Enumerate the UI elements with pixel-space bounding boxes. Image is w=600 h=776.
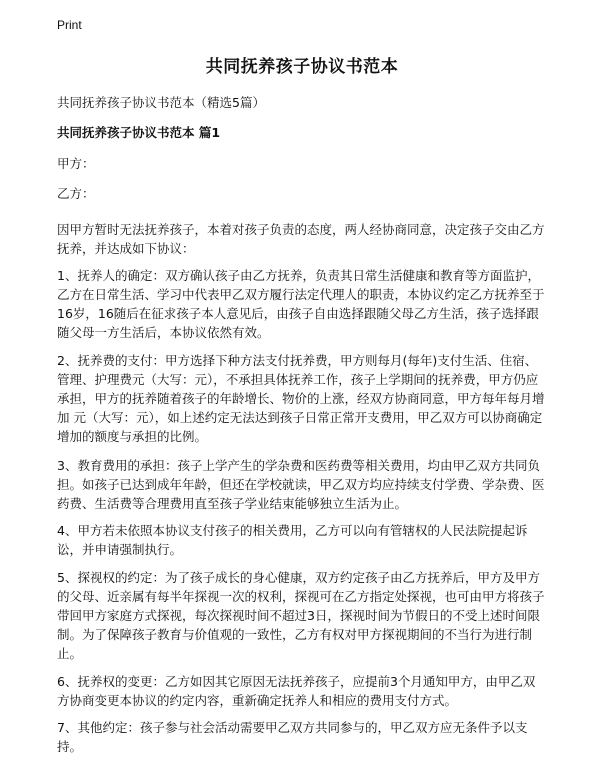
section-heading: 共同抚养孩子协议书范本 篇1: [57, 125, 221, 140]
document-subtitle: 共同抚养孩子协议书范本（精选5篇）: [57, 95, 265, 110]
page-title: 共同抚养孩子协议书范本: [205, 57, 399, 77]
paragraph-clause-4: 4、甲方若未依照本协议支付孩子的相关费用，乙方可以向有管辖权的人民法院提起诉讼，并申请强制执行。: [57, 523, 528, 557]
paragraph-clause-7: 7、其他约定：孩子参与社会活动需要甲乙双方共同参与的，甲乙双方应无条件予以支持。: [57, 720, 528, 754]
paragraph-preamble: 因甲方暂时无法抚养孩子，本着对孩子负责的态度，两人经协商同意，决定孩子交由乙方抚养，并达成如下协议：: [57, 222, 545, 256]
paragraph-clause-6: 6、抚养权的变更：乙方如因其它原因无法抚养孩子，应提前3个月通知甲方，由甲乙双方协商变更本协议的约定内容，重新确定抚养人和相应的费用支付方式。: [57, 674, 536, 708]
paragraph-clause-1: 1、抚养人的确定：双方确认孩子由乙方抚养，负责其日常生活健康和教育等方面监护，乙方在日常生活、学习中代表甲乙双方履行法定代理人的职责，本协议约定乙方抚养至于16岁，16随后在征求孩子本人意见后，由孩子自由选择跟随父母乙方生活，孩子选择跟随父母一方生活后，本协议依然有效。: [57, 268, 545, 340]
party-a-line: 甲方：: [57, 156, 95, 171]
party-b-line: 乙方：: [57, 186, 95, 201]
paragraph-clause-3: 3、教育费用的承担：孩子上学产生的学杂费和医药费等相关费用，均由甲乙双方共同负担。如孩子已达到成年年龄，但还在学校就读，甲乙双方均应持续支付学费、学杂费、医药费、生活费等合理费用直至孩子学业结束能够独立生活为止。: [57, 458, 545, 511]
paragraph-clause-2: 2、抚养费的支付：甲方选择下种方法支付抚养费，甲方则每月(每年)支付生活、住宿、管理、护理费元（大写：元），不承担具体抚养工作，孩子上学期间的抚养费，甲方仍应承担，甲方的抚养随着孩子的年龄增长、物价的上涨，经双方协商同意，甲方每年每月增加 元（大写：元），如上述约定无法达到孩子日常正常开支费用，甲乙双方可以协商确定增加的额度与承担的比例。: [57, 353, 545, 444]
print-link[interactable]: Print: [57, 18, 82, 32]
paragraph-clause-5: 5、探视权的约定：为了孩子成长的身心健康，双方约定孩子由乙方抚养后，甲方及甲方的父母、近亲属有每半年探视一次的权利，探视可在乙方指定处探视，也可由甲方将孩子带回甲方家庭方式探视，每次探视时间不超过3日，探视时间为节假日的不受上述时间限制。为了保障孩子教育与价值观的一致性，乙方有权对甲方探视期间的不当行为进行制止。: [57, 570, 545, 661]
